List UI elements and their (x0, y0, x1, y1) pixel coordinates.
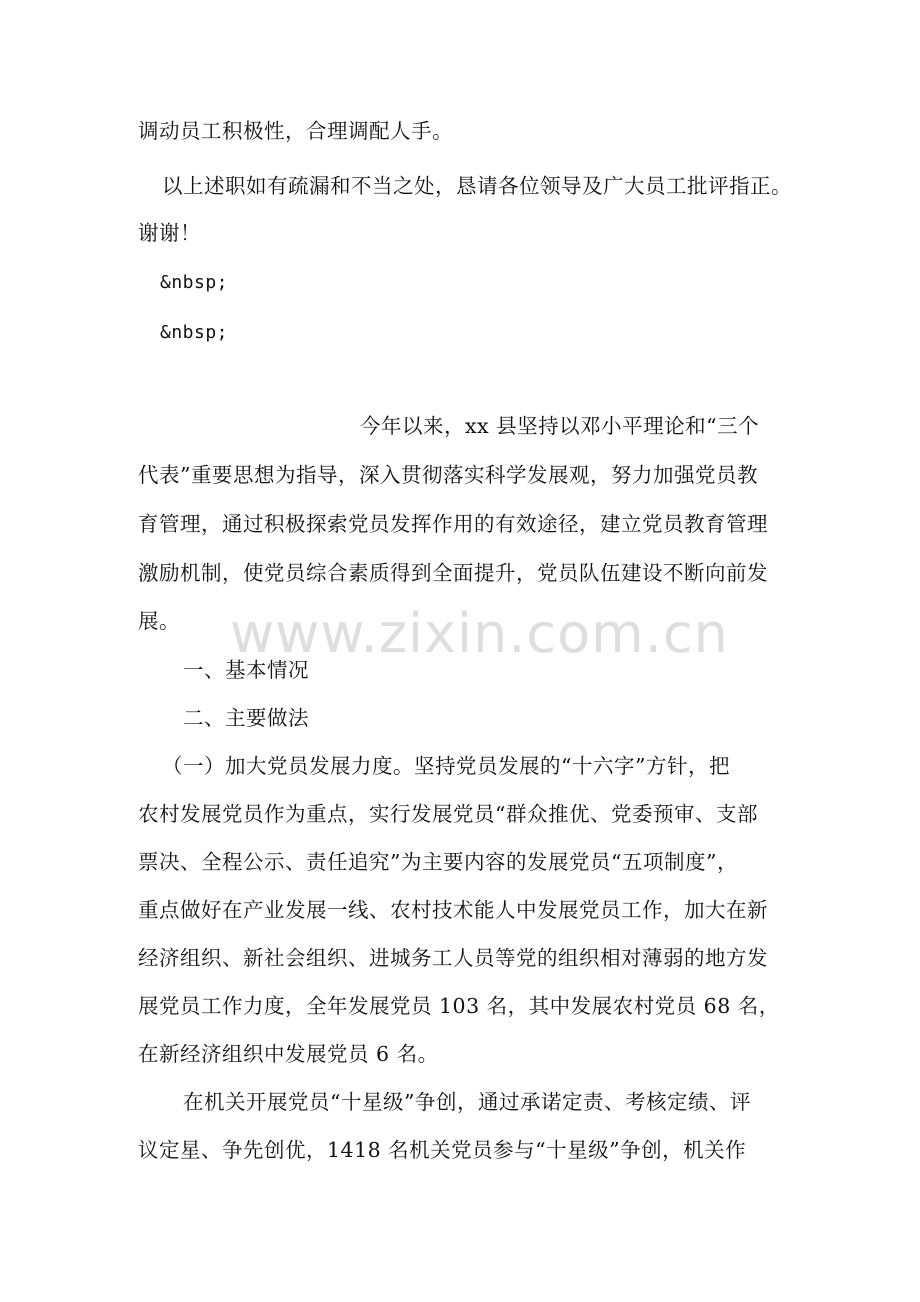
text-line: 议定星、争先创优，1418 名机关党员参与“十星级”争创，机关作 (138, 1138, 747, 1162)
section-heading: 二、主要做法 (183, 706, 309, 730)
text-line: 经济组织、新社会组织、进城务工人员等党的组织相对薄弱的地方发 (138, 946, 768, 970)
text-line: 育管理，通过积极探索党员发挥作用的有效途径，建立党员教育管理 (138, 512, 768, 536)
text-line: 代表”重要思想为指导，深入贯彻落实科学发展观，努力加强党员教 (138, 463, 758, 487)
text-line: 谢谢！ (138, 221, 201, 245)
text-line: 票决、全程公示、责任追究”为主要内容的发展党员“五项制度”， (138, 850, 738, 874)
text-line: 在机关开展党员“十星级”争创，通过承诺定责、考核定绩、评 (183, 1090, 751, 1114)
text-line: 展。 (138, 609, 180, 633)
text-line: 展党员工作力度，全年发展党员 103 名，其中发展农村党员 68 名， (138, 994, 780, 1018)
text-line: 今年以来，xx 县坚持以邓小平理论和“三个 (360, 414, 760, 438)
text-line: 农村发展党员作为重点，实行发展党员“群众推优、党委预审、支部 (138, 802, 758, 826)
text-line: &nbsp; (160, 272, 229, 293)
section-heading: 一、基本情况 (183, 658, 309, 682)
text-line: 以上述职如有疏漏和不当之处，恳请各位领导及广大员工批评指正。 (162, 174, 792, 198)
text-line: 重点做好在产业发展一线、农村技术能人中发展党员工作，加大在新 (138, 898, 768, 922)
text-line: 调动员工积极性，合理调配人手。 (138, 119, 453, 143)
watermark: www.zixin.com.cn (230, 602, 729, 665)
text-line: 在新经济组织中发展党员 6 名。 (138, 1042, 439, 1066)
text-line: &nbsp; (160, 322, 229, 343)
text-line: 激励机制，使党员综合素质得到全面提升，党员队伍建设不断向前发 (138, 561, 768, 585)
text-line: （一）加大党员发展力度。坚持党员发展的“十六字”方针，把 (162, 754, 730, 778)
